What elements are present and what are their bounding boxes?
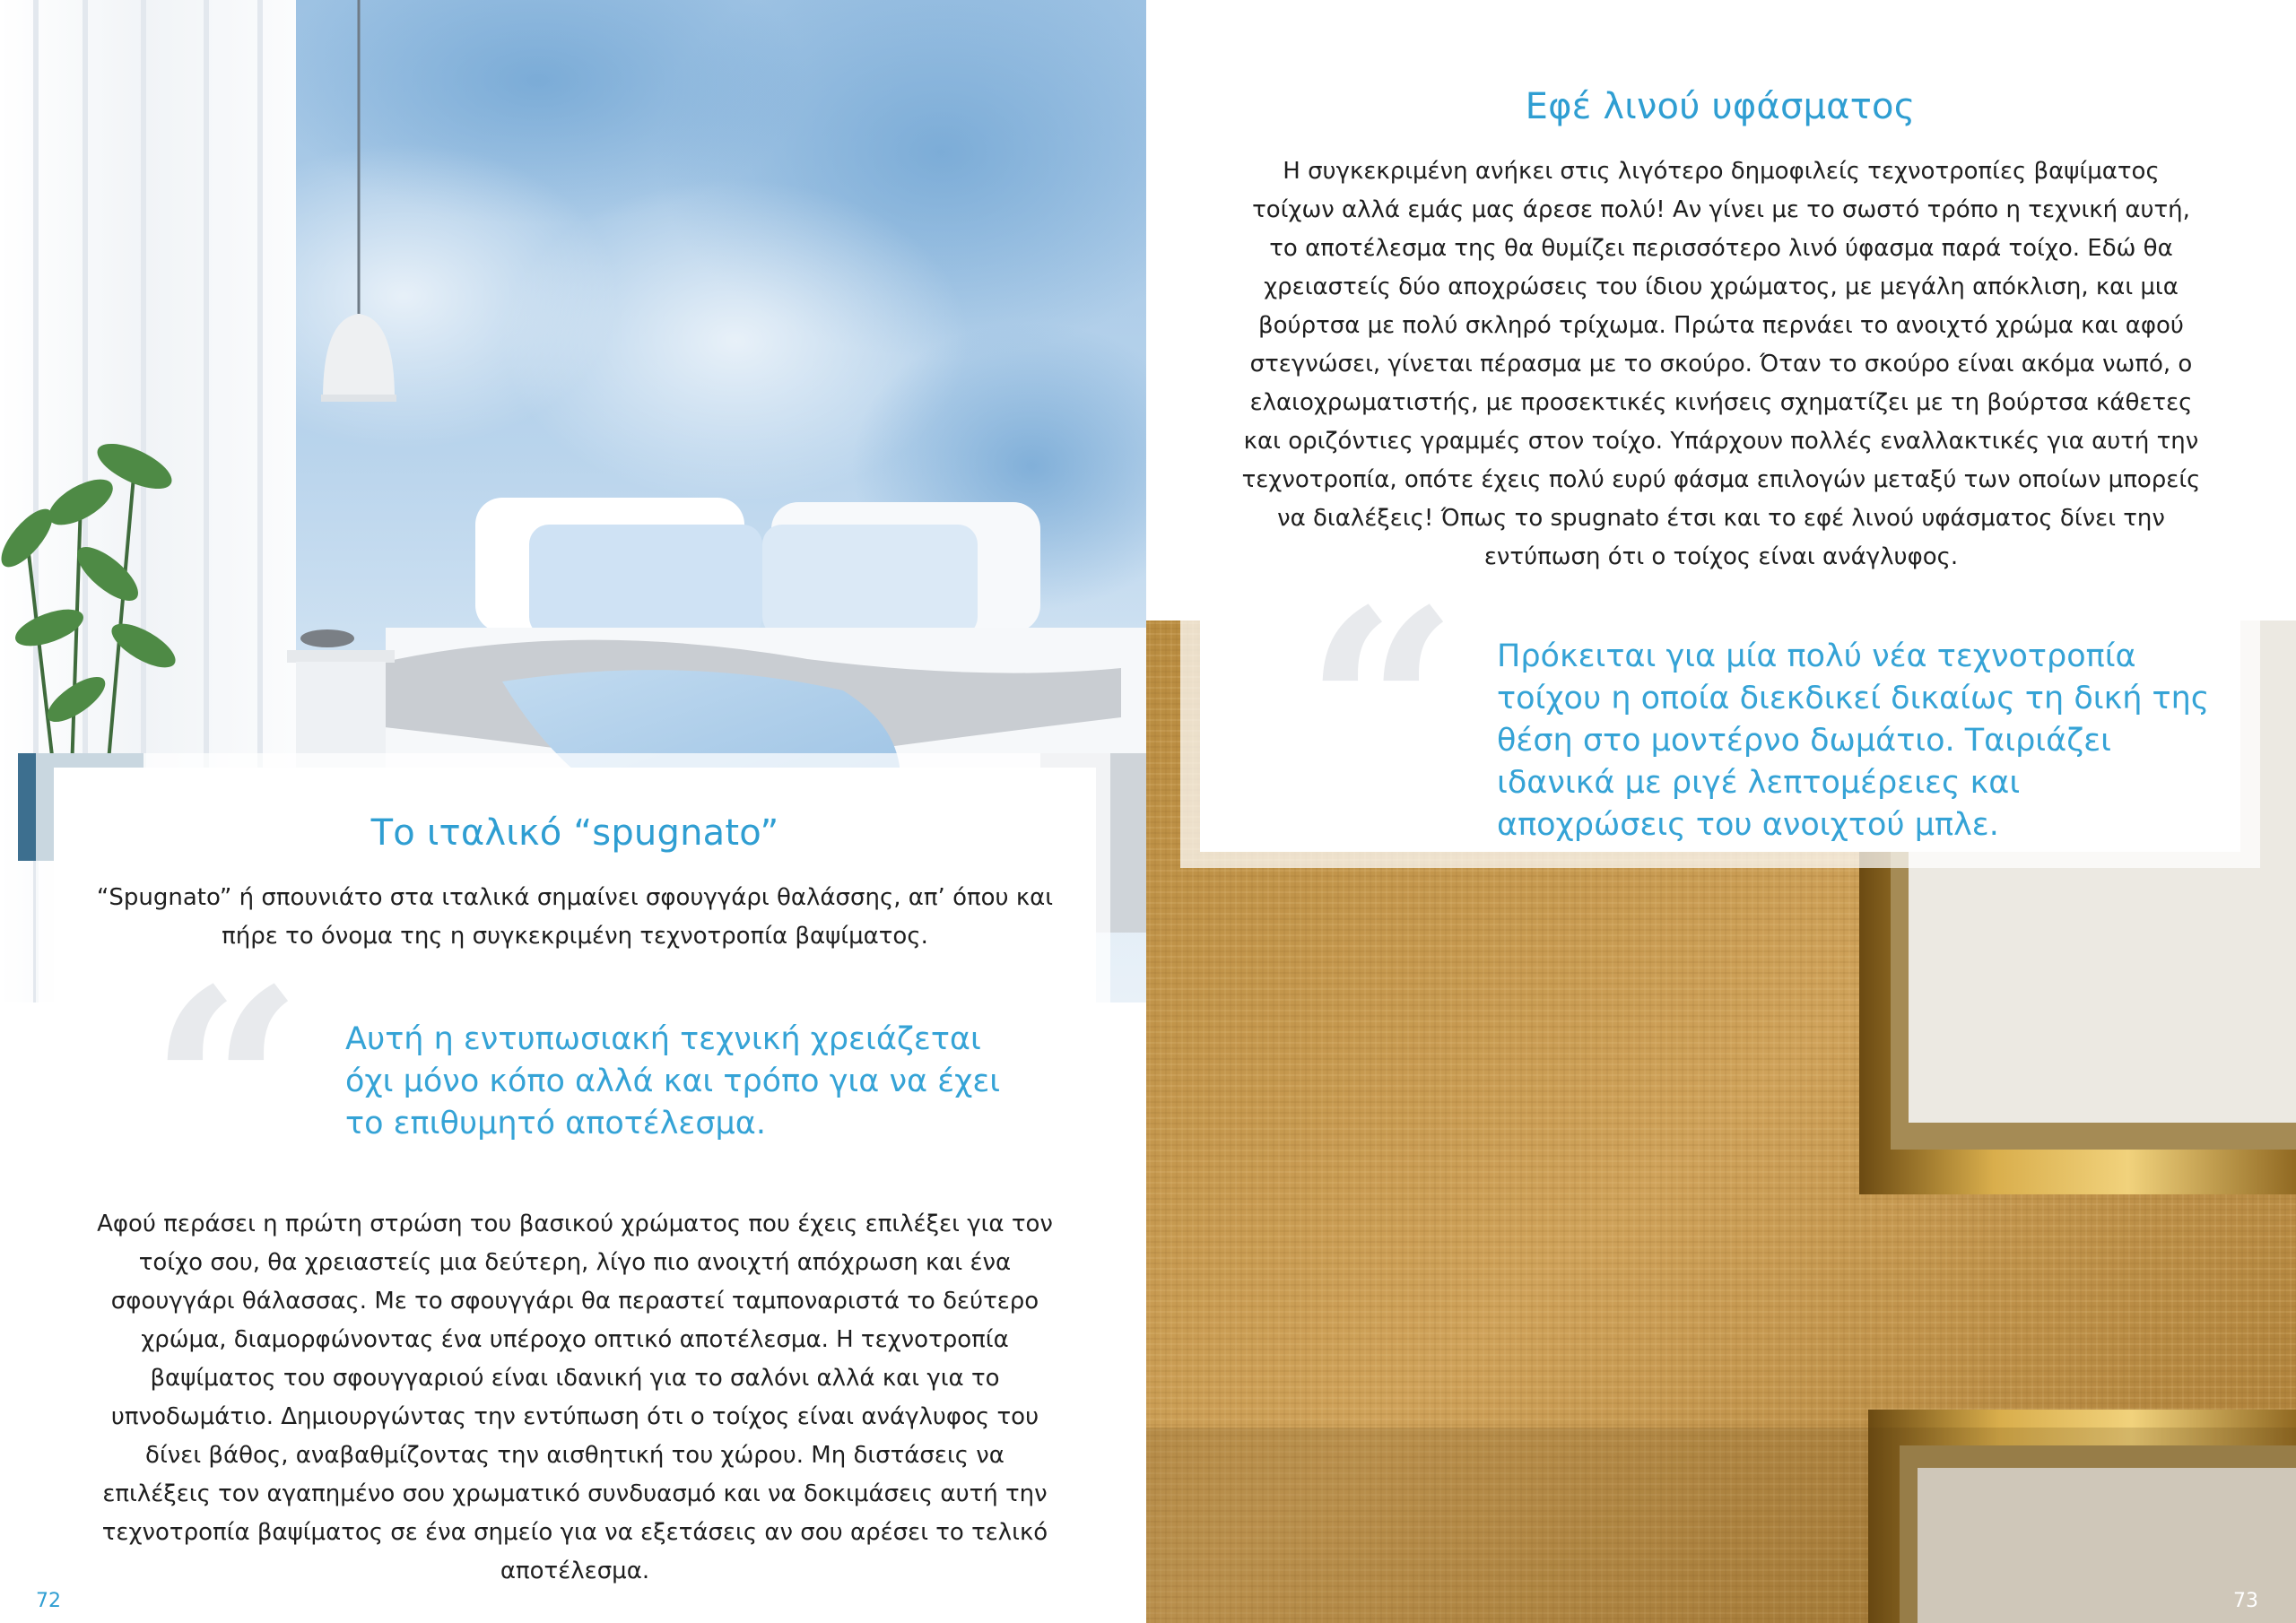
linen-effect-body: Η συγκεκριμένη ανήκει στις λιγότερο δημοφιλείς τεχνοτροπίες βαψίματος τοίχων αλλά εμάς μας άρεσε πολύ! Αν γίνει με το σωστό τρόπο η τεχνική αυτή, το αποτέλεσμα της θα θυμίζει περισσότερο λινό ύφασμα παρά τοίχο. Εδώ θα χρειαστείς δύο αποχρώσεις του ίδιου χρώματος, με μεγάλη απόκλιση, και μια βούρτσα με πολύ σκληρό τρίχωμα. Πρώτα περνάει το ανοιχτό χρώμα και αφού στεγνώσει, γίνεται πέρασμα με το σκούρο. Όταν το σκούρο είναι ακόμα νωπό, ο ελαιοχρωματιστής, με προσεκτικές κινήσεις σχηματίζει με τη βούρτσα κάθετες και οριζόντιες γραμμές στον τοίχο. Υπάρχουν πολλές εναλλακτικές για αυτή την τεχνοτροπία, οπότε έχεις πολύ ευρύ φάσμα επιλογών μεταξύ των οποίων μπορείς να διαλέξεις! Όπως το spugnato έτσι και το εφέ λινού υφάσματος δίνει την εντύπωση ότι ο τοίχος είναι ανάγλυφος. bbox=[1241, 158, 2201, 570]
spugnato-intro: “Spugnato” ή σπουνιάτο στα ιταλικά σημαίνει σφουγγάρι θαλάσσης, απ’ όπου και πήρε το όνομα της η συγκεκριμένη τεχνοτροπία βαψίματος. bbox=[96, 884, 1054, 950]
quote-mark-icon: “ bbox=[1304, 551, 1459, 867]
spugnato-card bbox=[54, 768, 1096, 1584]
linen-effect-title: Εφέ λινού υφάσματος bbox=[1525, 86, 1916, 127]
spugnato-title: Το ιταλικό “spugnato” bbox=[370, 812, 779, 854]
linen-effect-quote-text: Πρόκειται για μία πολύ νέα τεχνοτροπία τοίχου η οποία διεκδικεί δικαίως τη δική της θέση στο μοντέρνο δωμάτιο. Ταιριάζει ιδανικά με ριγέ λεπτομέρειες και αποχρώσεις του ανοιχτού μπλε. bbox=[1497, 638, 2210, 843]
quote-mark-icon: “ bbox=[149, 930, 304, 1246]
spugnato-body: Αφού περάσει η πρώτη στρώση του βασικού χρώματος που έχεις επιλέξει για τον τοίχο σου, θα χρειαστείς μια δεύτερη, λίγο πιο ανοιχτή απόχρωση και ένα σφουγγάρι θάλασσας. Με το σφουγγάρι θα περαστεί ταμποναριστά το δεύτερο χρώμα, διαμορφώνοντας ένα υπέροχο οπτικό αποτέλεσμα. Η τεχνοτροπία βαψίματος του σφουγγαριού είναι ιδανική για το σαλόνι αλλά και για το υπνοδωμάτιο. Δημιουργώντας την εντύπωση ότι ο τοίχος είναι ανάγλυφος του δίνει βάθος, αναβαθμίζοντας την αισθητική του χώρου. Μη διστάσεις να επιλέξεις τον αγαπημένο σου χρωματικό συνδυασμό και να δοκιμάσεις αυτή την τεχνοτροπία βαψίματος σε ένα σημείο για να εξετάσεις αν σου αρέσει το τελικό αποτέλεσμα. bbox=[97, 1211, 1053, 1584]
page-number-left: 72 bbox=[36, 1590, 61, 1612]
page-number-right: 73 bbox=[2233, 1590, 2258, 1612]
spugnato-quote-text: Αυτή η εντυπωσιακή τεχνική χρειάζεται όχι μόνο κόπο αλλά και τρόπο για να έχει το επιθυμητό αποτέλεσμα. bbox=[345, 1021, 1001, 1141]
linen-effect-card bbox=[1200, 61, 2240, 867]
spugnato-quote bbox=[90, 930, 1060, 1246]
left-page bbox=[0, 0, 1146, 1623]
right-page bbox=[1146, 0, 2296, 1623]
linen-effect-quote bbox=[1241, 551, 2210, 867]
